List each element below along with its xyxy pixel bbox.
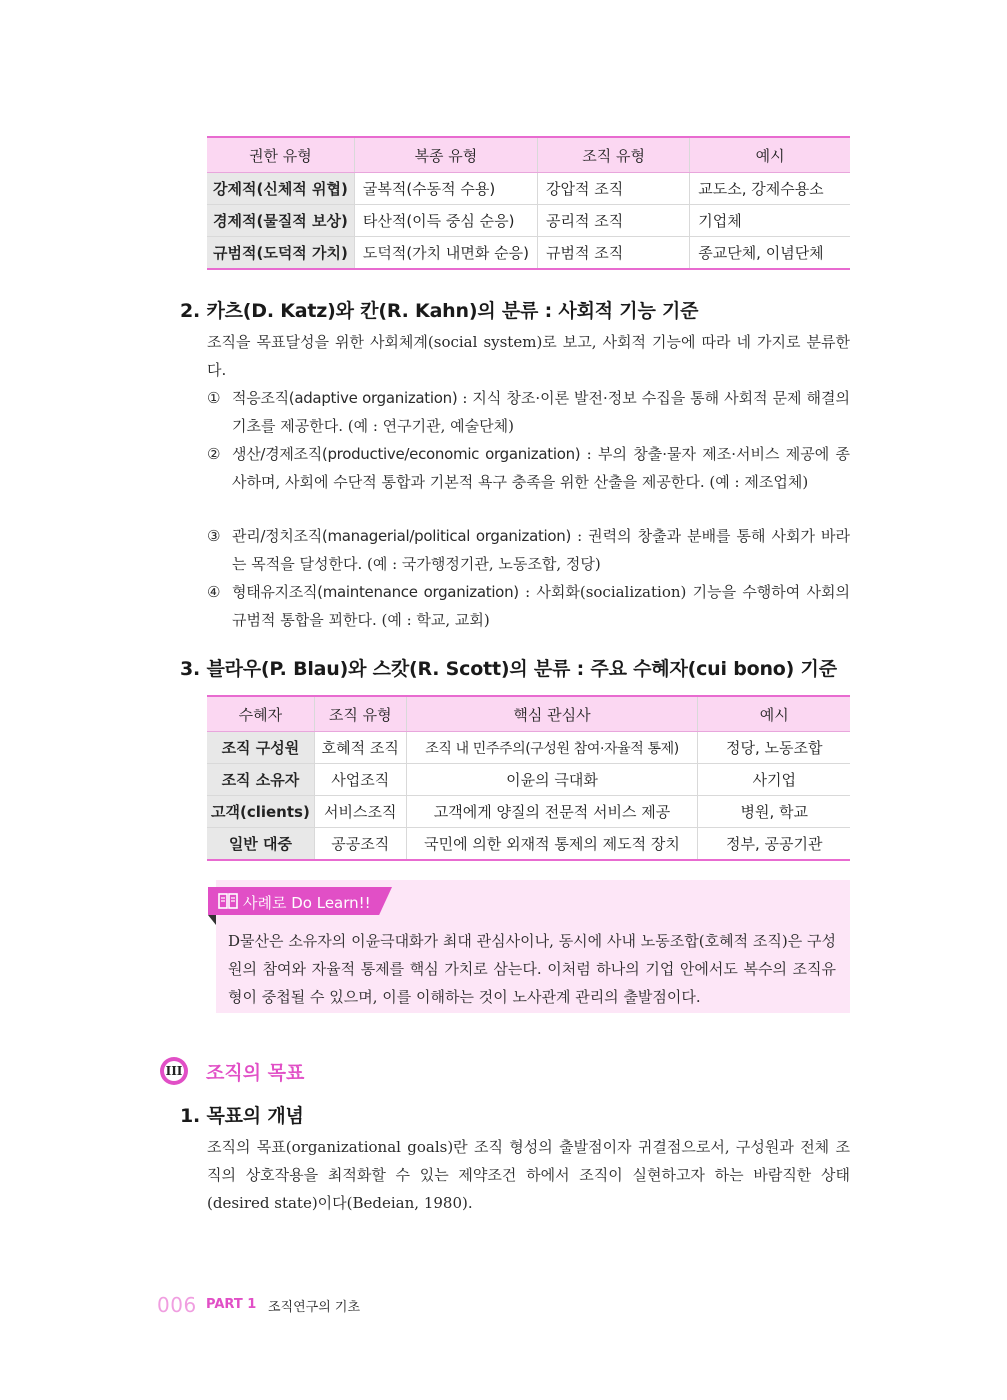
table-row: [207, 828, 850, 861]
section-heading: 2. 카츠(D. Katz)와 칸(R. Kahn)의 분류 : 사회적 기능 기준: [180, 300, 699, 322]
item-term: 관리/정치조직(managerial/political organization): [232, 527, 572, 545]
beneficiary-table: [207, 695, 850, 861]
item-text: : 지식 창조·이론 발전·정보 수집을 통해 사회적 문제 해결의 기초를 제공한다. (예 : 연구기관, 예술단체): [232, 389, 850, 435]
item-term: 형태유지조직(maintenance organization): [232, 583, 519, 601]
table-cell: 정당, 노동조합: [698, 732, 850, 764]
list-item: [207, 440, 850, 496]
row-header-cell: 경제적(물질적 보상): [207, 205, 354, 237]
table-cell: 교도소, 강제수용소: [690, 173, 850, 205]
table-cell: 조직 내 민주주의(구성원 참여·자율적 통제): [406, 732, 698, 764]
case-study-text: D물산은 소유자의 이윤극대화가 최대 관심사이나, 동시에 사내 노동조합(호혜적 조직)은 구성원의 참여와 자율적 통제를 핵심 가치로 삼는다. 이처럼 하나의 기업 안에서도 복수의 조직유형이 중첩될 수 있으며, 이를 이해하는 것이 노사관계 관리의 출발점이다.: [228, 932, 836, 1006]
table-row: [207, 173, 850, 205]
section-body: 조직의 목표(organizational goals)란 조직 형성의 출발점이자 귀결점으로서, 구성원과 전체 조직의 상호작용을 최적화할 수 있는 제약조건 하에서 조직이 실현하고자 하는 바람직한 상태(desired state)이다(Bedeian, 1980).: [207, 1138, 850, 1212]
table-cell: 병원, 학교: [698, 796, 850, 828]
column-header: 핵심 관심사: [406, 696, 698, 732]
row-header-cell: 강제적(신체적 위협): [207, 173, 354, 205]
item-number: ②: [207, 445, 221, 463]
column-header: 권한 유형: [207, 137, 354, 173]
row-header-cell: 고객(clients): [207, 796, 314, 828]
item-number: ③: [207, 527, 221, 545]
table-cell: 공리적 조직: [538, 205, 690, 237]
table-cell: 강압적 조직: [538, 173, 690, 205]
row-header-cell: 조직 소유자: [207, 764, 314, 796]
table-cell: 고객에게 양질의 전문적 서비스 제공: [406, 796, 698, 828]
part-label: PART 1: [206, 1297, 257, 1312]
item-number: ①: [207, 389, 221, 407]
item-number: ④: [207, 583, 221, 601]
column-header: 조직 유형: [538, 137, 690, 173]
table-cell: 굴복적(수동적 수용): [354, 173, 537, 205]
item-text: : 부의 창출·물자 제조·서비스 제공에 종사하며, 사회에 수단적 통합과 기본적 욕구 충족을 위한 산출을 제공한다. (예 : 제조업체): [232, 445, 850, 491]
column-header: 예시: [698, 696, 850, 732]
book-icon: [218, 893, 238, 909]
row-header-cell: 규범적(도덕적 가치): [207, 237, 354, 270]
page-number: 006: [157, 1293, 197, 1317]
item-term: 적응조직(adaptive organization): [232, 389, 458, 407]
section-heading: 3. 블라우(P. Blau)와 스캇(R. Scott)의 분류 : 주요 수혜자(cui bono) 기준: [180, 658, 837, 680]
chapter-title: 조직연구의 기초: [268, 1300, 361, 1315]
list-item: [207, 384, 850, 440]
column-header: 수혜자: [207, 696, 314, 732]
table-cell: 정부, 공공기관: [698, 828, 850, 861]
row-header-cell: 조직 구성원: [207, 732, 314, 764]
table-cell: 타산적(이득 중심 순응): [354, 205, 537, 237]
table-row: [207, 796, 850, 828]
table-cell: 서비스조직: [314, 796, 406, 828]
item-term: 생산/경제조직(productive/economic organization): [232, 445, 581, 463]
column-header: 예시: [690, 137, 850, 173]
table-header-row: [207, 696, 850, 732]
table-cell: 종교단체, 이념단체: [690, 237, 850, 270]
sub-heading: 1. 목표의 개념: [180, 1105, 304, 1127]
item-text: : 사회화(socialization) 기능을 수행하여 사회의 규범적 통합을 꾀한다. (예 : 학교, 교회): [232, 583, 850, 629]
table-cell: 도덕적(가치 내면화 순응): [354, 237, 537, 270]
table-cell: 기업체: [690, 205, 850, 237]
table-cell: 사기업: [698, 764, 850, 796]
section-intro: 조직을 목표달성을 위한 사회체계(social system)로 보고, 사회적 기능에 따라 네 가지로 분류한다.: [207, 333, 850, 379]
item-text: : 권력의 창출과 분배를 통해 사회가 바라는 목적을 달성한다. (예 : 국가행정기관, 노동조합, 정당): [232, 527, 850, 573]
table-cell: 사업조직: [314, 764, 406, 796]
list-item: [207, 522, 850, 578]
column-header: 복종 유형: [354, 137, 537, 173]
section-title: 조직의 목표: [206, 1062, 305, 1084]
table-cell: 호혜적 조직: [314, 732, 406, 764]
table-row: [207, 237, 850, 270]
authority-compliance-table: [207, 136, 850, 270]
table-cell: 규범적 조직: [538, 237, 690, 270]
case-study-label: 사례로 Do Learn!!: [243, 894, 371, 912]
tab-fold-decoration: [208, 915, 216, 925]
table-cell: 국민에 의한 외재적 통제의 제도적 장치: [406, 828, 698, 861]
column-header: 조직 유형: [314, 696, 406, 732]
list-item: [207, 578, 850, 634]
section-badge-numeral: III: [164, 1061, 184, 1081]
table-header-row: [207, 137, 850, 173]
table-cell: 이윤의 극대화: [406, 764, 698, 796]
table-row: [207, 764, 850, 796]
table-row: [207, 732, 850, 764]
row-header-cell: 일반 대중: [207, 828, 314, 861]
table-row: [207, 205, 850, 237]
table-cell: 공공조직: [314, 828, 406, 861]
